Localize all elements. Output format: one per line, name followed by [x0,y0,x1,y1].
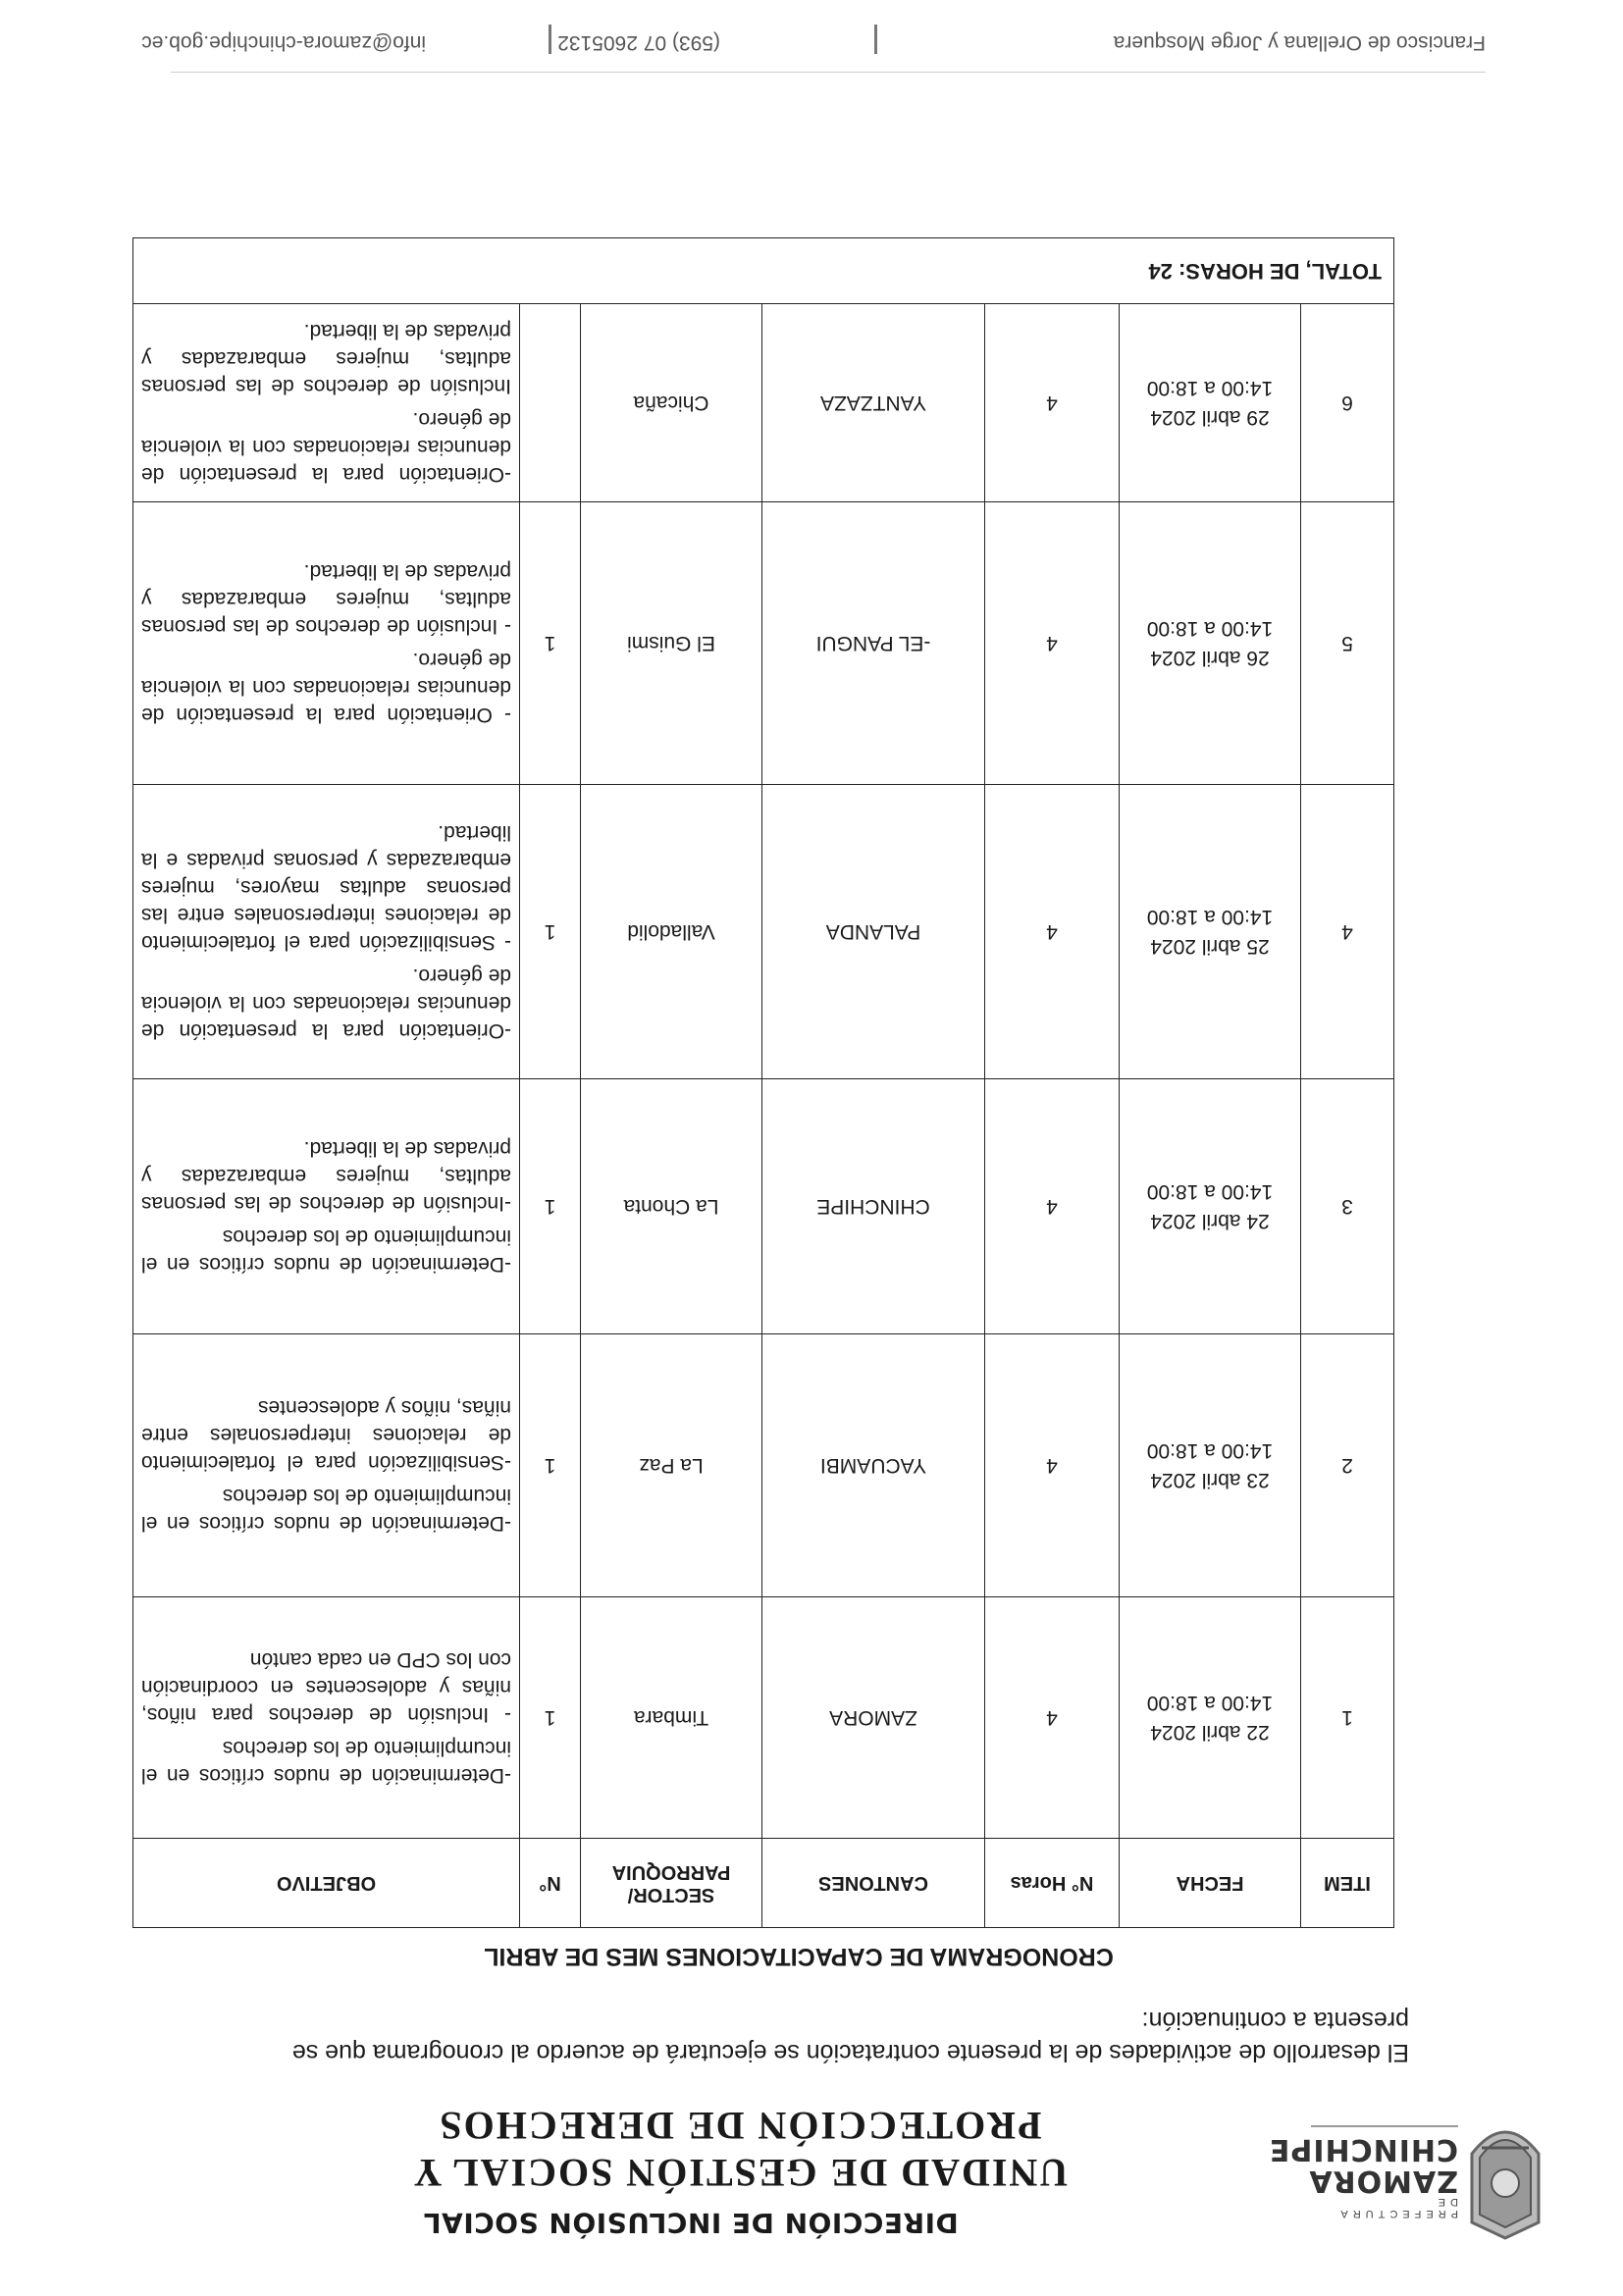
schedule-title: CRONOGRAMA DE CAPACITACIONES MES DE ABRIL [484,1943,1114,1970]
cell-horas: 4 [985,502,1120,785]
cell-date: 24 abril 2024 [1150,1210,1270,1233]
table-row [133,1079,1394,1334]
direccion-title: DIRECCIÓN DE INCLUSIÓN SOCIAL [423,2207,959,2239]
cell-item: 5 [1301,502,1394,785]
objetivo-line: -Determinación de nudos críticos en el incumplimiento de los derechos [141,1226,511,1277]
cell-date: 23 abril 2024 [1150,1469,1270,1492]
logo-line-1: ZAMORA [1308,2164,1458,2198]
unidad-line-1: UNIDAD DE GESTIÓN SOCIAL Y [411,2151,1069,2195]
cell-canton: YACUAMBI [762,1334,985,1597]
objetivo-line: -Inclusión de derechos de las personas adultas, mujeres embarazadas y privadas de la libertad. [141,1137,511,1216]
table-row [133,1597,1394,1839]
schedule-table [132,237,1394,1928]
header-horas: N° Horas [985,1839,1120,1928]
logo-line-2: CHINCHIPE [1268,2132,1458,2166]
cell-objetivo [133,1334,520,1597]
objetivo-line: - Inclusión de derechos de las personas adultas, mujeres embarazadas y privadas de la libertad. [141,560,511,639]
footer-separator [874,25,877,54]
cell-canton: ZAMORA [762,1597,985,1839]
cell-canton: PALANDA [762,785,985,1079]
cell-no: 1 [520,1334,581,1597]
cell-fecha [1120,1597,1301,1839]
table-row [133,304,1394,502]
footer-phone: (593) 07 2605132 [557,31,720,54]
cell-time: 14:00 a 18:00 [1146,617,1274,641]
unidad-title [181,2102,1299,2196]
cell-no: 1 [520,1597,581,1839]
cell-sector: Valladolid [581,785,762,1079]
cell-time: 14:00 a 18:00 [1146,906,1274,929]
objetivo-line: -Determinación de nudos críticos en el incumplimiento de los derechos [141,1737,511,1788]
table-header-row [133,1839,1394,1928]
cell-horas: 4 [985,1597,1120,1839]
cell-time: 14:00 a 18:00 [1146,1439,1274,1463]
cell-no: 1 [520,502,581,785]
header-item: ITEM [1301,1839,1394,1928]
cell-horas: 4 [985,1079,1120,1334]
cell-item: 3 [1301,1079,1394,1334]
cell-fecha [1120,304,1301,502]
cell-horas: 4 [985,785,1120,1079]
cell-time: 14:00 a 18:00 [1146,1180,1274,1204]
cell-objetivo [133,304,520,502]
header-cantones: CANTONES [762,1839,985,1928]
cell-item: 4 [1301,785,1394,1079]
cell-fecha [1120,502,1301,785]
cell-canton: -EL PANGUI [762,502,985,785]
cell-date: 25 abril 2024 [1150,935,1270,959]
cell-horas: 4 [985,1334,1120,1597]
cell-fecha [1120,785,1301,1079]
cell-canton: YANTZAZA [762,304,985,502]
footer-email: info@zamora-chinchipe.gob.ec [141,31,426,54]
cell-canton: CHINCHIPE [762,1079,985,1334]
cell-sector: El Guismi [581,502,762,785]
objetivo-line: -Determinación de nudos críticos en el incumplimiento de los derechos [141,1485,511,1536]
objetivo-line: -Orientación para la presentación de denuncias relacionadas con la violencia de género. [141,965,511,1043]
cell-no: 1 [520,785,581,1079]
cell-sector: La Chonta [581,1079,762,1334]
unidad-line-2: PROTECCIÓN DE DERECHOS [438,2104,1042,2148]
cell-date: 22 abril 2024 [1150,1721,1270,1745]
header-sector: SECTOR/ PARROQUIA [581,1839,762,1928]
prefecture-seal-icon [1466,2105,1544,2242]
footer [131,25,1486,54]
header-fecha: FECHA [1120,1839,1301,1928]
cell-time: 14:00 a 18:00 [1146,1692,1274,1715]
table-row [133,785,1394,1079]
prefecture-logo [1268,2132,1458,2219]
cell-horas: 4 [985,304,1120,502]
cell-sector: La Paz [581,1334,762,1597]
cell-item: 6 [1301,304,1394,502]
objetivo-line: -Orientación para la presentación de denuncias relacionadas con la violencia de género. [141,408,511,487]
cell-objetivo [133,1597,520,1839]
logo-prefix: PREFECTURA DE [1336,2196,1458,2219]
cell-no [520,304,581,502]
objetivo-line: - Sensibilización para el fortalecimiento de relaciones interpersonales entre las personas adultas mayores, mujeres embarazadas y personas privadas e la libertad. [141,821,511,955]
cell-fecha [1120,1334,1301,1597]
intro-paragraph: El desarrollo de actividades de la presente contratación se ejecutará de acuerdo al cronograma que se presenta a continuación: [291,2007,1409,2066]
objetivo-line: -Sensibilización para el fortalecimiento de relaciones interpersonales entre niñas, niños y adolescentes [141,1396,511,1475]
cell-item: 1 [1301,1597,1394,1839]
header-divider [1311,2125,1458,2127]
cell-fecha [1120,1079,1301,1334]
cell-date: 26 abril 2024 [1150,647,1270,670]
table-row [133,502,1394,785]
table-row [133,1334,1394,1597]
footer-separator [549,25,551,54]
cell-no: 1 [520,1079,581,1334]
cell-date: 29 abril 2024 [1150,406,1270,430]
total-row [133,238,1394,304]
objetivo-line: - Inclusión de derechos para niños, niñas y adolescentes en coordinación con los CPD en cada cantón [141,1648,511,1727]
cell-time: 14:00 a 18:00 [1146,377,1274,400]
objetivo-line: Inclusión de derechos de las personas adultas, mujeres embarazadas y privadas de la libertad. [141,320,511,398]
objetivo-line: - Orientación para la presentación de denuncias relacionadas con la violencia de género. [141,649,511,727]
cell-item: 2 [1301,1334,1394,1597]
total-hours: TOTAL, DE HORAS: 24 [133,238,1394,304]
header-no: N° [520,1839,581,1928]
header-objetivo: OBJETIVO [133,1839,520,1928]
cell-sector: Timbara [581,1597,762,1839]
cell-sector: Chicaña [581,304,762,502]
footer-address: Francisco de Orellana y Jorge Mosquera [1113,31,1486,54]
cell-objetivo [133,502,520,785]
cell-objetivo [133,785,520,1079]
cell-objetivo [133,1079,520,1334]
footer-divider [171,72,1486,73]
